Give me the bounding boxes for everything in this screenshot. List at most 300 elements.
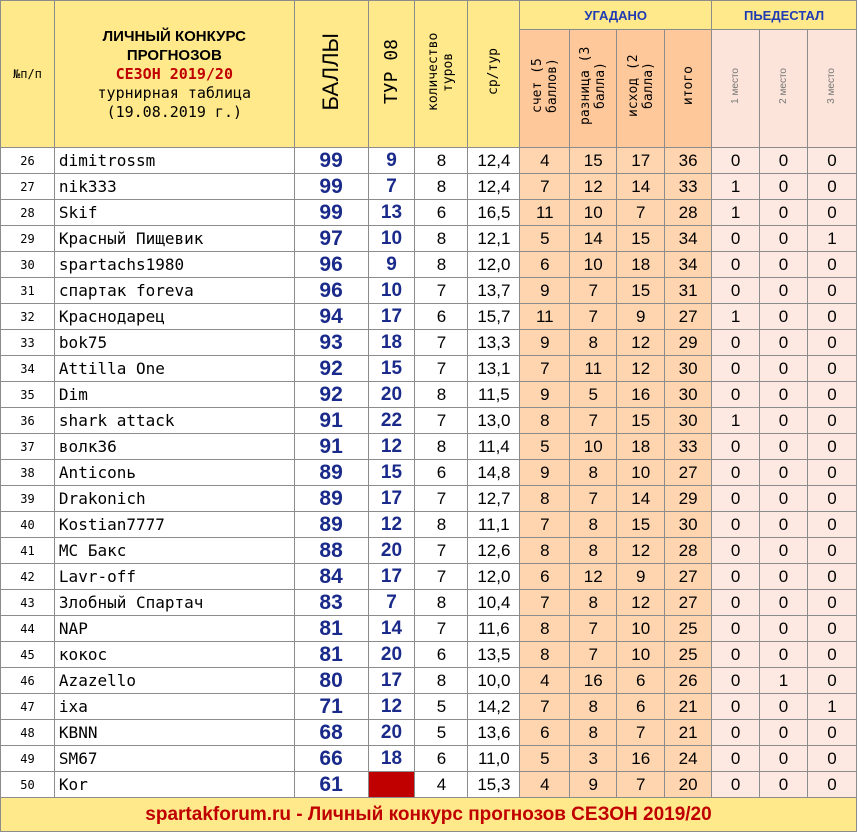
outcome-cell: 15 [617,278,665,304]
place3-cell: 0 [807,174,856,200]
points-cell: 68 [294,720,368,746]
score-cell: 7 [520,174,570,200]
outcome-header[interactable]: исход (2 балла) [617,30,665,148]
diff-cell: 7 [570,278,617,304]
score-cell: 6 [520,564,570,590]
avg-cell: 12,7 [468,486,520,512]
table-row[interactable] [1,148,857,174]
avg-cell: 11,4 [468,434,520,460]
tours-count-cell: 5 [415,694,468,720]
tour-points-cell: 22 [368,408,415,434]
avg-cell: 12,0 [468,564,520,590]
avg-cell: 11,0 [468,746,520,772]
tours-count-cell: 8 [415,226,468,252]
place3-header[interactable]: 3 место [807,30,856,148]
tours-count-cell: 8 [415,434,468,460]
avg-cell: 12,6 [468,538,520,564]
tour-points-cell: 12 [368,434,415,460]
place3-cell: 0 [807,538,856,564]
tour-points-cell: 9 [368,252,415,278]
tours-count-cell: 6 [415,642,468,668]
tours-count-cell: 8 [415,174,468,200]
table-row[interactable] [1,434,857,460]
outcome-cell: 18 [617,252,665,278]
tours-count-cell: 5 [415,720,468,746]
place1-cell: 0 [712,538,760,564]
tour-points-cell: 20 [368,642,415,668]
score-cell: 6 [520,252,570,278]
subtitle: турнирная таблица [97,83,252,102]
points-cell: 81 [294,642,368,668]
row-number: 32 [1,304,55,330]
place3-cell: 0 [807,512,856,538]
participant-name: Azazello [54,668,294,694]
place3-cell: 0 [807,590,856,616]
place3-cell: 0 [807,720,856,746]
score-cell: 5 [520,226,570,252]
place3-cell: 0 [807,382,856,408]
place3-cell: 0 [807,642,856,668]
avg-cell: 13,6 [468,720,520,746]
place1-cell: 0 [712,616,760,642]
diff-cell: 7 [570,408,617,434]
place3-cell: 0 [807,434,856,460]
table-row[interactable] [1,720,857,746]
total-cell: 30 [665,512,712,538]
place3-cell: 0 [807,564,856,590]
tour-points-cell: 17 [368,668,415,694]
avg-cell: 13,3 [468,330,520,356]
tour-points-cell: 20 [368,382,415,408]
diff-cell: 10 [570,200,617,226]
place1-cell: 0 [712,382,760,408]
place2-cell: 0 [760,590,808,616]
participant-name: Attilla One [54,356,294,382]
participant-name: Красный Пищевик [54,226,294,252]
participant-name: спартак foreva [54,278,294,304]
total-cell: 28 [665,200,712,226]
place2-cell: 0 [760,200,808,226]
total-header[interactable]: итого [665,30,712,148]
total-cell: 24 [665,746,712,772]
place3-cell: 1 [807,226,856,252]
score-header[interactable]: счет (5 баллов) [520,30,570,148]
participant-name: Dim [54,382,294,408]
tours-count-cell: 4 [415,772,468,798]
total-cell: 30 [665,382,712,408]
participant-name: кокос [54,642,294,668]
tours-count-cell: 7 [415,408,468,434]
points-cell: 92 [294,382,368,408]
place2-cell: 0 [760,538,808,564]
total-cell: 28 [665,538,712,564]
row-number: 49 [1,746,55,772]
total-cell: 34 [665,226,712,252]
tour-points-cell: 12 [368,512,415,538]
place1-header[interactable]: 1 место [712,30,760,148]
diff-cell: 9 [570,772,617,798]
total-cell: 36 [665,148,712,174]
total-cell: 29 [665,330,712,356]
place2-cell: 0 [760,148,808,174]
outcome-cell: 9 [617,304,665,330]
row-number: 43 [1,590,55,616]
diff-cell: 8 [570,694,617,720]
tours-count-cell: 6 [415,304,468,330]
tour-points-cell: 15 [368,356,415,382]
place1-cell: 0 [712,772,760,798]
place1-cell: 0 [712,746,760,772]
tours-count-cell: 8 [415,668,468,694]
avg-cell: 12,4 [468,148,520,174]
avg-cell: 10,0 [468,668,520,694]
table-row[interactable] [1,512,857,538]
tours-count-cell: 7 [415,564,468,590]
score-cell: 9 [520,330,570,356]
row-number: 29 [1,226,55,252]
date-label: (19.08.2019 г.) [106,102,243,121]
tour-points-cell: 7 [368,590,415,616]
place1-cell: 0 [712,330,760,356]
footer-banner: spartakforum.ru - Личный конкурс прогнозов СЕЗОН 2019/20 [1,798,857,832]
participant-name: Злобный Спартач [54,590,294,616]
place1-cell: 0 [712,694,760,720]
total-cell: 31 [665,278,712,304]
place2-cell: 0 [760,278,808,304]
tour-points-cell: 7 [368,174,415,200]
place2-cell: 0 [760,174,808,200]
table-row[interactable] [1,668,857,694]
outcome-cell: 10 [617,616,665,642]
place1-cell: 0 [712,226,760,252]
score-cell: 4 [520,772,570,798]
total-cell: 30 [665,408,712,434]
tour-points-cell: 14 [368,616,415,642]
outcome-cell: 6 [617,694,665,720]
total-cell: 33 [665,434,712,460]
avg-cell: 10,4 [468,590,520,616]
place1-cell: 1 [712,174,760,200]
row-number: 42 [1,564,55,590]
outcome-cell: 15 [617,408,665,434]
table-row[interactable] [1,694,857,720]
points-cell: 66 [294,746,368,772]
avg-cell: 13,7 [468,278,520,304]
place1-cell: 1 [712,408,760,434]
points-header[interactable]: БАЛЛЫ [294,1,368,148]
tour-header[interactable]: ТУР 08 [368,1,415,148]
score-cell: 4 [520,148,570,174]
table-row[interactable] [1,642,857,668]
diff-header[interactable]: разница (3 балла) [570,30,617,148]
place2-cell: 0 [760,330,808,356]
table-row[interactable] [1,278,857,304]
points-cell: 91 [294,408,368,434]
place1-cell: 0 [712,642,760,668]
total-cell: 27 [665,304,712,330]
participant-name: волк36 [54,434,294,460]
place2-cell: 0 [760,434,808,460]
place2-header[interactable]: 2 место [760,30,808,148]
participant-name: shark attack [54,408,294,434]
participant-name: dimitrossm [54,148,294,174]
tours-count-cell: 6 [415,746,468,772]
participant-name: Drakonich [54,486,294,512]
place3-cell: 0 [807,330,856,356]
total-cell: 27 [665,460,712,486]
outcome-cell: 16 [617,382,665,408]
place2-cell: 1 [760,668,808,694]
participant-name: spartachs1980 [54,252,294,278]
tours-count-cell: 7 [415,356,468,382]
table-row[interactable] [1,174,857,200]
row-number: 28 [1,200,55,226]
table-row[interactable] [1,746,857,772]
diff-cell: 12 [570,174,617,200]
place3-cell: 0 [807,252,856,278]
season-label: СЕЗОН 2019/20 [115,64,233,83]
table-row[interactable] [1,382,857,408]
points-cell: 91 [294,434,368,460]
tour-points-cell: 20 [368,538,415,564]
participant-name: Lavr-off [54,564,294,590]
place3-cell: 0 [807,616,856,642]
tours-count-cell: 8 [415,252,468,278]
points-cell: 99 [294,174,368,200]
score-cell: 8 [520,616,570,642]
place1-cell: 0 [712,356,760,382]
place3-cell: 0 [807,200,856,226]
score-cell: 9 [520,460,570,486]
diff-cell: 11 [570,356,617,382]
participant-name: NAP [54,616,294,642]
score-cell: 6 [520,720,570,746]
avg-cell: 13,0 [468,408,520,434]
participant-name: Anticonь [54,460,294,486]
row-number: 41 [1,538,55,564]
tour-points-cell: 20 [368,720,415,746]
outcome-cell: 12 [617,590,665,616]
place3-cell: 0 [807,356,856,382]
points-cell: 99 [294,148,368,174]
score-cell: 4 [520,668,570,694]
table-row[interactable] [1,616,857,642]
participant-name: KBNN [54,720,294,746]
place2-cell: 0 [760,746,808,772]
tours-count-cell: 7 [415,278,468,304]
tour-points-cell: 12 [368,694,415,720]
score-cell: 5 [520,434,570,460]
outcome-cell: 15 [617,512,665,538]
score-cell: 11 [520,200,570,226]
total-cell: 29 [665,486,712,512]
place2-cell: 0 [760,720,808,746]
row-number: 40 [1,512,55,538]
tours-count-cell: 7 [415,330,468,356]
place1-cell: 0 [712,590,760,616]
total-cell: 27 [665,564,712,590]
row-number: 35 [1,382,55,408]
avg-cell: 11,5 [468,382,520,408]
avg-cell: 11,1 [468,512,520,538]
score-cell: 8 [520,538,570,564]
outcome-cell: 14 [617,174,665,200]
place1-cell: 0 [712,278,760,304]
guessed-group-header: УГАДАНО [520,1,712,30]
table-row[interactable] [1,590,857,616]
table-row[interactable] [1,356,857,382]
avg-cell: 12,0 [468,252,520,278]
tour-points-cell: 13 [368,200,415,226]
participant-name: bok75 [54,330,294,356]
tour-points-cell: 17 [368,564,415,590]
title-line1: ЛИЧНЫЙ КОНКУРС [102,27,246,45]
points-cell: 61 [294,772,368,798]
place1-cell: 0 [712,720,760,746]
tours-count-cell: 7 [415,616,468,642]
avg-cell: 12,4 [468,174,520,200]
participant-name: Kor [54,772,294,798]
table-row[interactable] [1,226,857,252]
place3-cell: 0 [807,486,856,512]
diff-cell: 8 [570,538,617,564]
place2-cell: 0 [760,616,808,642]
outcome-cell: 10 [617,642,665,668]
points-cell: 80 [294,668,368,694]
outcome-cell: 7 [617,772,665,798]
tour-points-cell: 18 [368,746,415,772]
diff-cell: 15 [570,148,617,174]
tours-count-cell: 8 [415,148,468,174]
total-cell: 25 [665,642,712,668]
diff-cell: 14 [570,226,617,252]
row-number: 44 [1,616,55,642]
table-row[interactable] [1,304,857,330]
place3-cell: 0 [807,278,856,304]
row-number: 31 [1,278,55,304]
points-cell: 83 [294,590,368,616]
score-cell: 7 [520,694,570,720]
row-number: 30 [1,252,55,278]
total-cell: 25 [665,616,712,642]
tours-count-cell: 8 [415,382,468,408]
participant-name: Краснодарец [54,304,294,330]
diff-cell: 10 [570,434,617,460]
place2-cell: 0 [760,772,808,798]
tours-count-cell: 6 [415,460,468,486]
tours-count-cell: 6 [415,200,468,226]
points-cell: 94 [294,304,368,330]
score-cell: 7 [520,356,570,382]
table-row[interactable] [1,460,857,486]
row-number: 39 [1,486,55,512]
points-cell: 88 [294,538,368,564]
tours-count-header[interactable]: количество туров [415,1,468,148]
row-number: 47 [1,694,55,720]
row-number: 45 [1,642,55,668]
tour-points-cell [368,772,415,798]
outcome-cell: 9 [617,564,665,590]
diff-cell: 3 [570,746,617,772]
row-number: 26 [1,148,55,174]
place3-cell: 0 [807,668,856,694]
tour-points-cell: 17 [368,486,415,512]
place3-cell: 0 [807,746,856,772]
tour-points-cell: 10 [368,278,415,304]
row-number: 46 [1,668,55,694]
table-row[interactable] [1,772,857,798]
score-cell: 9 [520,382,570,408]
points-cell: 97 [294,226,368,252]
outcome-cell: 16 [617,746,665,772]
row-number: 34 [1,356,55,382]
place2-cell: 0 [760,564,808,590]
table-row[interactable] [1,538,857,564]
table-row[interactable] [1,252,857,278]
place2-cell: 0 [760,408,808,434]
total-cell: 33 [665,174,712,200]
table-row[interactable] [1,330,857,356]
tours-count-cell: 8 [415,590,468,616]
place1-cell: 0 [712,512,760,538]
diff-cell: 7 [570,642,617,668]
diff-cell: 8 [570,512,617,538]
tours-count-cell: 7 [415,538,468,564]
outcome-cell: 7 [617,200,665,226]
table-row[interactable] [1,564,857,590]
diff-cell: 8 [570,720,617,746]
outcome-cell: 18 [617,434,665,460]
participant-name: MC Бакс [54,538,294,564]
avg-cell: 14,2 [468,694,520,720]
tours-count-cell: 8 [415,512,468,538]
row-number: 48 [1,720,55,746]
diff-cell: 8 [570,590,617,616]
points-cell: 71 [294,694,368,720]
tour-points-cell: 10 [368,226,415,252]
avg-header[interactable]: ср/тур [468,1,520,148]
diff-cell: 7 [570,486,617,512]
points-cell: 96 [294,278,368,304]
place1-cell: 1 [712,200,760,226]
diff-cell: 12 [570,564,617,590]
table-row[interactable] [1,408,857,434]
points-cell: 92 [294,356,368,382]
participant-name: Skif [54,200,294,226]
place1-cell: 0 [712,252,760,278]
total-cell: 30 [665,356,712,382]
tour-points-cell: 9 [368,148,415,174]
tour-points-cell: 18 [368,330,415,356]
place1-cell: 0 [712,564,760,590]
points-cell: 99 [294,200,368,226]
avg-cell: 13,5 [468,642,520,668]
place2-cell: 0 [760,486,808,512]
participant-name: SM67 [54,746,294,772]
diff-cell: 10 [570,252,617,278]
place2-cell: 0 [760,252,808,278]
avg-cell: 11,6 [468,616,520,642]
outcome-cell: 12 [617,330,665,356]
podium-group-header: ПЬЕДЕСТАЛ [712,1,857,30]
points-cell: 84 [294,564,368,590]
diff-cell: 8 [570,460,617,486]
place1-cell: 0 [712,668,760,694]
table-row[interactable] [1,200,857,226]
score-cell: 8 [520,408,570,434]
table-row[interactable] [1,486,857,512]
place1-cell: 0 [712,486,760,512]
